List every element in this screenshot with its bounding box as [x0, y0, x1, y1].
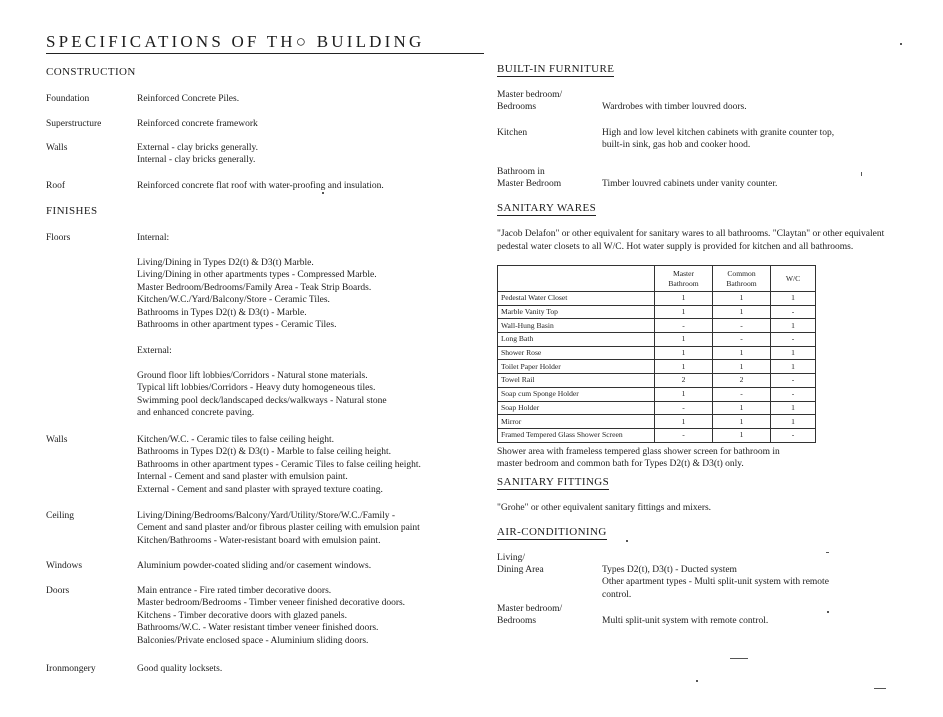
furniture-kitchen-value	[602, 127, 834, 152]
roof-label: Roof	[46, 181, 65, 191]
label-line: Master Bedroom	[497, 179, 562, 189]
ironmongery-label: Ironmongery	[46, 664, 96, 674]
table-row	[498, 292, 816, 306]
ceiling-label: Ceiling	[46, 511, 74, 521]
walls-external-line: External - clay bricks generally.	[137, 143, 258, 153]
table-cell: 1	[655, 415, 713, 429]
table-cell: -	[771, 333, 816, 347]
furniture-bedrooms-value: Wardrobes with timber louvred doors.	[602, 102, 747, 112]
furniture-kitchen-line: High and low level kitchen cabinets with granite counter top,	[602, 128, 835, 138]
label-line: Bedrooms	[497, 102, 537, 112]
aircon-living-line: control.	[602, 589, 632, 600]
floors-internal-list	[137, 257, 377, 331]
table-cell: Soap Holder	[498, 401, 655, 415]
table-header-row	[498, 266, 816, 292]
table-row	[498, 401, 816, 415]
table-cell: 2	[655, 374, 713, 388]
table-cell: 1	[713, 428, 771, 442]
sanitary-fittings-text: "Grohe" or other equivalent sanitary fittings and mixers.	[497, 503, 712, 513]
windows-label: Windows	[46, 561, 83, 571]
table-cell: 1	[713, 305, 771, 319]
table-cell: -	[771, 428, 816, 442]
table-cell: Towel Rail	[498, 374, 655, 388]
table-row	[498, 319, 816, 333]
ceiling-line: Living/Dining/Bedrooms/Balcony/Yard/Utility/Store/W.C./Family -	[137, 511, 396, 521]
label-line: Master bedroom/	[497, 90, 563, 100]
walls-finish-label: Walls	[46, 435, 68, 445]
table-cell: 1	[771, 415, 816, 429]
walls-construction-value	[137, 142, 258, 167]
furniture-bedrooms-label	[497, 89, 562, 113]
table-cell: Marble Vanity Top	[498, 305, 655, 319]
table-cell: 1	[655, 333, 713, 347]
table-row	[498, 428, 816, 442]
furniture-kitchen-line: built-in sink, gas hob and cooker hood.	[602, 140, 751, 151]
table-cell: 1	[713, 292, 771, 306]
column-header	[498, 266, 655, 292]
walls-finish-line: Internal - Cement and sand plaster with emulsion paint.	[137, 472, 348, 483]
table-cell: Mirror	[498, 415, 655, 429]
floors-external-heading: External:	[137, 346, 172, 356]
table-cell: Long Bath	[498, 333, 655, 347]
doors-line: Balconies/Private enclosed space - Aluminium sliding doors.	[137, 635, 369, 646]
table-cell: -	[713, 319, 771, 333]
floors-internal-heading: Internal:	[137, 233, 170, 243]
table-cell: 1	[655, 305, 713, 319]
walls-finish-list	[137, 434, 421, 496]
aircon-living-label	[497, 552, 544, 576]
windows-value: Aluminium powder-coated sliding and/or casement windows.	[137, 561, 372, 571]
sanitary-wares-intro: "Jacob Delafon" or other equivalent for sanitary wares to all bathrooms. "Claytan" or other equivalent pedestal water closets to all W/C. Hot water supply is provided for kitchen and all bathrooms.	[497, 229, 885, 252]
floors-internal-line: Living/Dining in Types D2(t) & D3(t) Marble.	[137, 258, 314, 268]
walls-finish-line: Bathrooms in other apartment types - Ceramic Tiles to false ceiling height.	[137, 459, 421, 470]
label-line: Bathroom in	[497, 167, 545, 177]
walls-finish-line: External - Cement and sand plaster with sprayed texture coating.	[137, 484, 383, 495]
scan-speck	[827, 611, 829, 613]
table-row	[498, 415, 816, 429]
table-cell: 2	[713, 374, 771, 388]
table-cell: 1	[713, 346, 771, 360]
table-cell: Framed Tempered Glass Shower Screen	[498, 428, 655, 442]
ironmongery-value: Good quality locksets.	[137, 664, 223, 674]
table-row	[498, 374, 816, 388]
walls-construction-label: Walls	[46, 143, 68, 153]
aircon-living-value	[602, 564, 829, 601]
table-cell: 1	[713, 360, 771, 374]
label-line: Bedrooms	[497, 616, 537, 626]
table-cell: 1	[771, 319, 816, 333]
sanitary-wares-heading: SANITARY WARES	[497, 202, 597, 214]
table-cell: -	[655, 401, 713, 415]
scan-speck	[730, 658, 748, 659]
walls-finish-line: Bathrooms in Types D2(t) & D3(t) - Marble to false ceiling height.	[137, 447, 392, 458]
foundation-value: Reinforced Concrete Piles.	[137, 94, 240, 104]
floors-label: Floors	[46, 233, 71, 243]
table-row	[498, 360, 816, 374]
foundation-label: Foundation	[46, 94, 90, 104]
doors-line: Bathrooms/W.C. - Water resistant timber veneer finished doors.	[137, 623, 379, 634]
shower-note-line: Shower area with frameless tempered glass shower screen for bathroom in	[497, 447, 780, 457]
table-cell: 1	[713, 415, 771, 429]
ceiling-line: Cement and sand plaster and/or fibrous plaster ceiling with emulsion paint	[137, 523, 420, 534]
label-line: Living/	[497, 553, 525, 563]
aircon-living-line: Types D2(t), D3(t) - Ducted system	[602, 565, 737, 575]
scan-speck	[861, 172, 862, 176]
table-cell: -	[771, 387, 816, 401]
walls-internal-line: Internal - clay bricks generally.	[137, 155, 256, 166]
table-cell: 1	[655, 346, 713, 360]
table-cell: 1	[713, 401, 771, 415]
table-cell: Toilet Paper Holder	[498, 360, 655, 374]
furniture-kitchen-label: Kitchen	[497, 128, 528, 138]
table-cell: -	[655, 319, 713, 333]
table-cell: 1	[655, 387, 713, 401]
built-in-furniture-heading: BUILT-IN FURNITURE	[497, 63, 615, 75]
furniture-bathroom-label	[497, 166, 561, 190]
air-conditioning-heading: AIR-CONDITIONING	[497, 526, 607, 538]
floors-external-line: Ground floor lift lobbies/Corridors - Natural stone materials.	[137, 371, 368, 381]
aircon-living-line: Other apartment types - Multi split-unit system with remote	[602, 577, 829, 588]
label-line: Dining Area	[497, 565, 544, 575]
construction-heading: CONSTRUCTION	[46, 66, 136, 78]
table-cell: -	[713, 333, 771, 347]
superstructure-label: Superstructure	[46, 119, 102, 129]
table-row	[498, 333, 816, 347]
floors-internal-line: Kitchen/W.C./Yard/Balcony/Store - Ceramic Tiles.	[137, 295, 330, 306]
table-cell: Pedestal Water Closet	[498, 292, 655, 306]
table-cell: -	[713, 387, 771, 401]
aircon-bedrooms-value: Multi split-unit system with remote control.	[602, 616, 769, 626]
shower-note	[497, 446, 780, 471]
table-cell: 1	[771, 401, 816, 415]
table-cell: 1	[771, 360, 816, 374]
table-cell: 1	[771, 346, 816, 360]
scan-speck	[626, 540, 628, 542]
floors-external-list	[137, 370, 387, 420]
table-cell: 1	[655, 292, 713, 306]
floors-external-line: Swimming pool deck/landscaped decks/walkways - Natural stone	[137, 395, 387, 406]
scan-speck	[826, 552, 829, 553]
column-header: Master Bathroom	[655, 266, 713, 292]
table-row	[498, 305, 816, 319]
table-cell: Soap cum Sponge Holder	[498, 387, 655, 401]
doors-label: Doors	[46, 586, 70, 596]
doors-list	[137, 585, 405, 647]
floors-internal-line: Master Bedroom/Bedrooms/Family Area - Teak Strip Boards.	[137, 282, 372, 293]
table-row	[498, 346, 816, 360]
furniture-bathroom-value: Timber louvred cabinets under vanity counter.	[602, 179, 778, 189]
scan-speck	[322, 192, 324, 194]
floors-internal-line: Living/Dining in other apartments types - Compressed Marble.	[137, 270, 377, 281]
scan-speck	[874, 688, 886, 689]
table-cell: Wall-Hung Basin	[498, 319, 655, 333]
doors-line: Kitchens - Timber decorative doors with glazed panels.	[137, 610, 348, 621]
doors-line: Master bedroom/Bedrooms - Timber veneer finished decorative doors.	[137, 598, 406, 609]
ceiling-list	[137, 510, 420, 547]
table-cell: -	[655, 428, 713, 442]
roof-value: Reinforced concrete flat roof with water-proofing and insulation.	[137, 181, 384, 191]
table-cell: 1	[771, 292, 816, 306]
sanitary-wares-table	[497, 265, 816, 443]
aircon-bedrooms-label	[497, 603, 562, 627]
floors-external-line: Typical lift lobbies/Corridors - Heavy duty homogeneous tiles.	[137, 383, 376, 394]
doors-line: Main entrance - Fire rated timber decorative doors.	[137, 586, 332, 596]
page-title: SPECIFICATIONS OF TH○ BUILDING	[46, 32, 484, 54]
scan-speck	[900, 43, 902, 45]
column-header: Common Bathroom	[713, 266, 771, 292]
floors-external-line: and enhanced concrete paving.	[137, 408, 255, 419]
label-line: Master bedroom/	[497, 604, 563, 614]
floors-internal-line: Bathrooms in other apartment types - Ceramic Tiles.	[137, 320, 337, 331]
table-cell: 1	[655, 360, 713, 374]
table-cell: Shower Rose	[498, 346, 655, 360]
finishes-heading: FINISHES	[46, 205, 98, 217]
shower-note-line: master bedroom and common bath for Types D2(t) & D3(t) only.	[497, 459, 744, 470]
ceiling-line: Kitchen/Bathrooms - Water-resistant board with emulsion paint.	[137, 535, 381, 546]
table-row	[498, 387, 816, 401]
superstructure-value: Reinforced concrete framework	[137, 119, 258, 129]
sanitary-fittings-heading: SANITARY FITTINGS	[497, 476, 610, 488]
column-header: W/C	[771, 266, 816, 292]
table-cell: -	[771, 374, 816, 388]
scan-speck	[696, 680, 698, 682]
table-cell: -	[771, 305, 816, 319]
walls-finish-line: Kitchen/W.C. - Ceramic tiles to false ceiling height.	[137, 435, 334, 445]
floors-internal-line: Bathrooms in Types D2(t) & D3(t) - Marble.	[137, 307, 307, 318]
